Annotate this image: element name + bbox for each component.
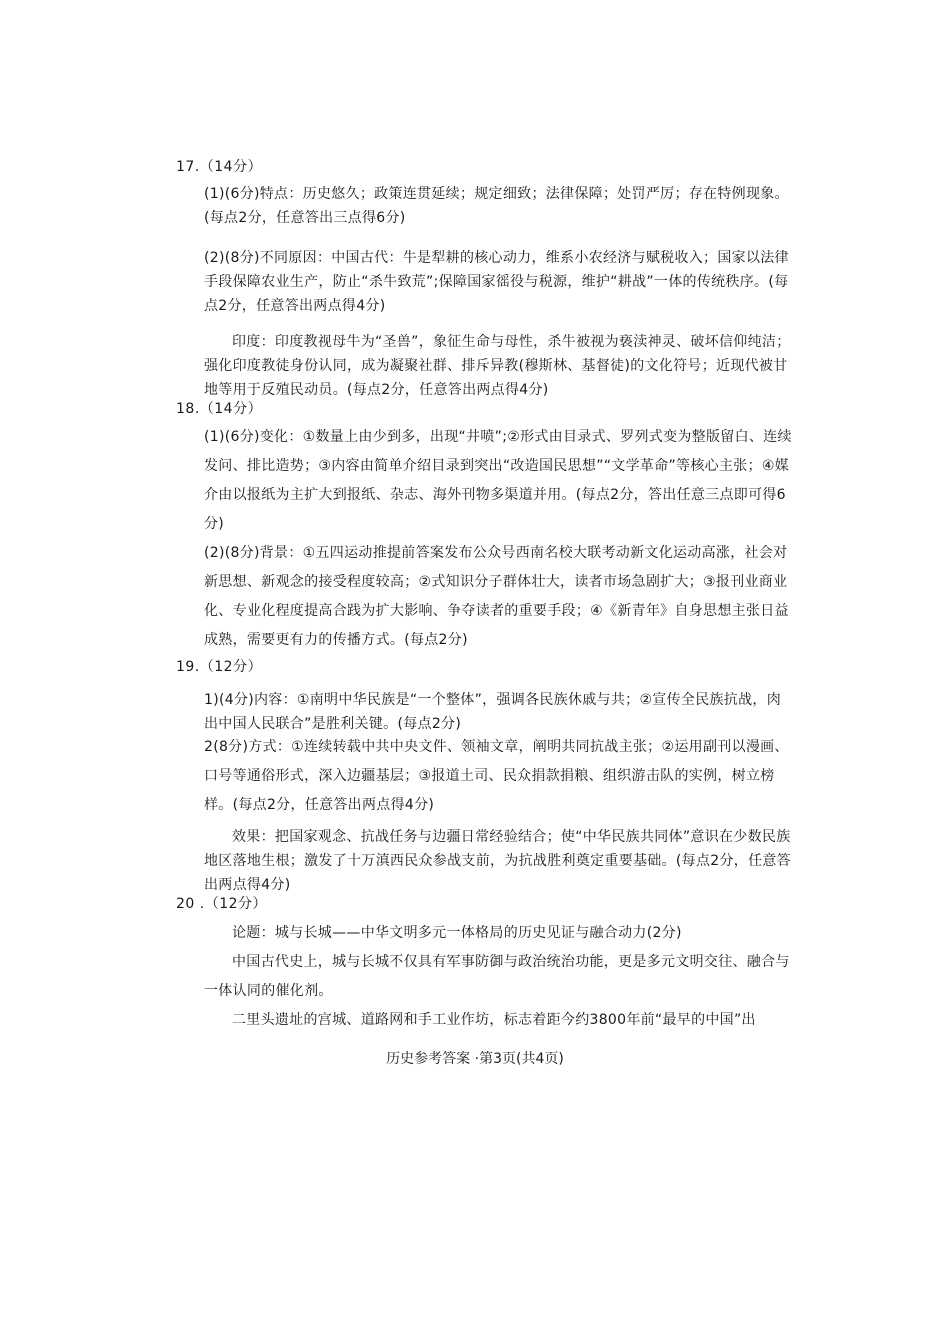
question-18-part-2: (2)(8分)背景：①五四运动推提前答案发布公众号西南名校大联考动新文化运动高涨，社会对新思想、新观念的接受程度较高；②式知识分子群体壮大，读者市场急剧扩大；③报刊业商业化、专业化程度提高合践为扩大影响、争夺读者的重要手段；④《新青年》自身思想主张日益成熟，需要更有力的传播方式。(每点2分) [204, 545, 789, 648]
question-19-part-1: 1)(4分)内容：①南明中华民族是“一个整体”，强调各民族休戚与共；②宣传全民族抗战，肉出中国人民联合”是胜利关键。(每点2分) [204, 692, 782, 732]
question-20-intro: 中国古代史上，城与长城不仅具有军事防御与政治统治功能，更是多元文明交往、融合与一体认同的催化剂。 [204, 954, 790, 999]
question-20-thesis: 论题：城与长城——中华文明多元一体格局的历史见证与融合动力(2分) [232, 925, 682, 941]
question-20-body: 二里头遗址的宫城、道路网和手工业作坊，标志着距今约3800年前“最早的中国”出 [232, 1012, 756, 1028]
question-17-part-2-india: 印度：印度教视母牛为“圣兽”，象征生命与母性，杀牛被视为亵渎神灵、破坏信仰纯洁；强化印度教徒身份认同，成为凝聚社群、排斥异教(穆斯林、基督徒)的文化符号；近现代被甘地等用于反殖民动员。(每点2分，任意答出两点得4分) [204, 334, 791, 398]
question-20-header: 20 .（12分） [176, 896, 268, 912]
question-18-header: 18.（14分） [176, 401, 263, 417]
question-18-part-1: (1)(6分)变化：①数量上由少到多，出现“井喷”;②形式由目录式、罗列式变为整版留白、连续发问、排比造势；③内容由简单介绍目录到突出“改造国民思想”“文学革命”等核心主张；④媒介由以报纸为主扩大到报纸、杂志、海外刊物多渠道并用。(每点2分，答出任意三点即可得6分) [204, 429, 792, 532]
question-19-effect: 效果：把国家观念、抗战任务与边疆日常经验结合；使“中华民族共同体”意识在少数民族地区落地生根；激发了十万滇西民众参战支前，为抗战胜利奠定重要基础。(每点2分，任意答出两点得4分) [204, 829, 791, 893]
question-19-header: 19.（12分） [176, 659, 263, 675]
question-17-header: 17.（14分） [176, 159, 263, 175]
page-footer: 历史参考答案 ·第3页(共4页) [386, 1051, 564, 1067]
question-17-part-2: (2)(8分)不同原因：中国古代：牛是犁耕的核心动力，维系小农经济与赋税收入；国家以法律手段保障农业生产，防止“杀牛致荒”;保障国家徭役与税源，维护“耕战”一体的传统秩序。(每点2分，任意答出两点得4分) [204, 250, 789, 314]
question-17-part-1: (1)(6分)特点：历史悠久；政策连贯延续；规定细致；法律保障；处罚严厉；存在特例现象。(每点2分，任意答出三点得6分) [204, 186, 789, 226]
question-19-part-2: 2(8分)方式：①连续转载中共中央文件、领袖文章，阐明共同抗战主张；②运用副刊以漫画、口号等通俗形式，深入边疆基层；③报道土司、民众捐款捐粮、组织游击队的实例，树立榜样。(每点2分，任意答出两点得4分) [204, 739, 789, 813]
